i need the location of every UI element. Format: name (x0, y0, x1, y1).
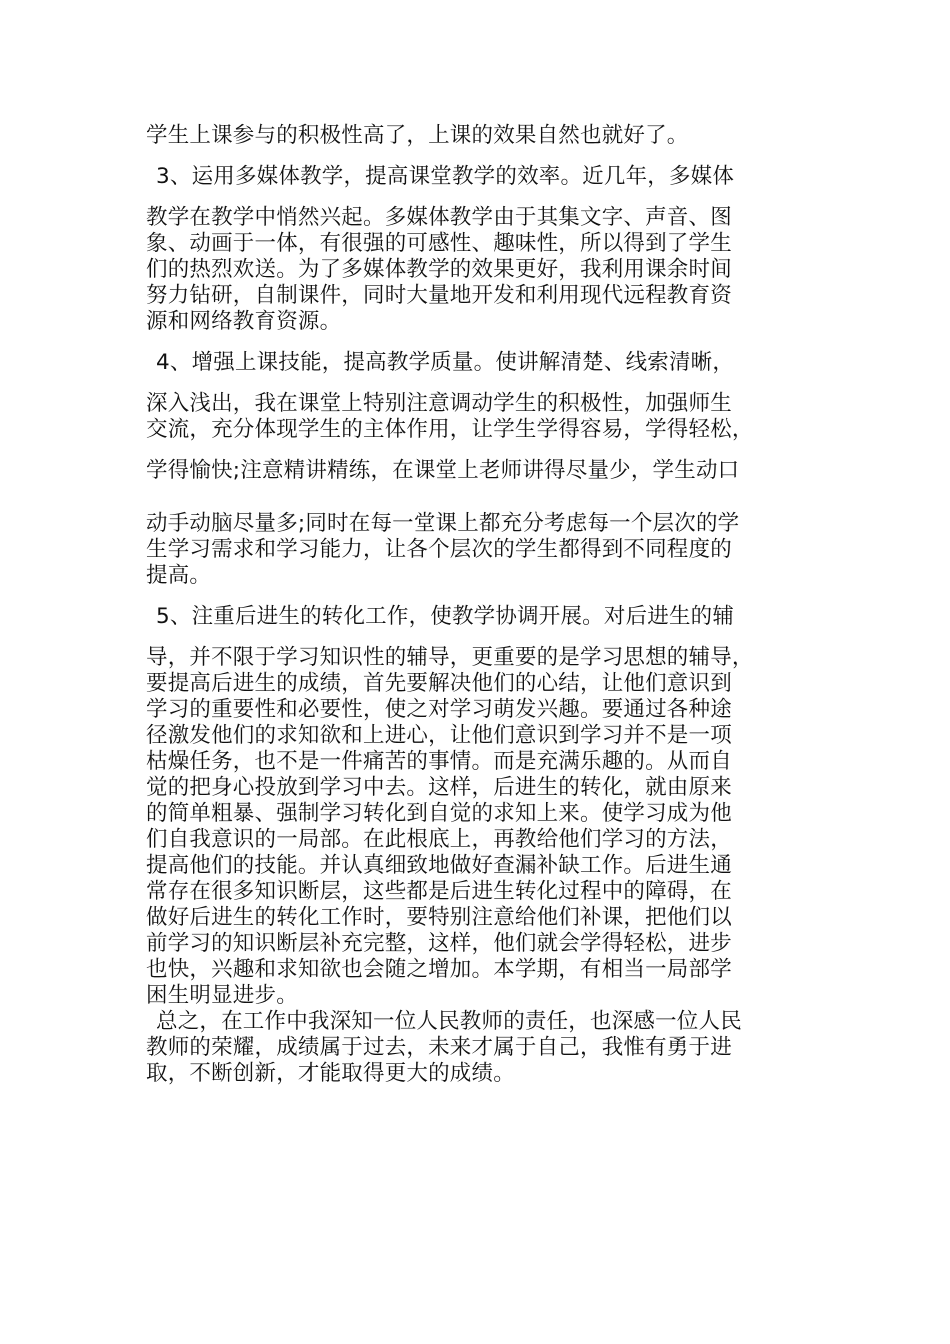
text-line: 觉的把身心投放到学习中去。这样，后进生的转化，就由原来 (146, 775, 732, 800)
text-line: 要提高后进生的成绩，首先要解决他们的心结，让他们意识到 (146, 671, 732, 696)
text-line: 提高。 (146, 563, 212, 588)
text-line: 们的热烈欢送。为了多媒体教学的效果更好，我利用课余时间 (146, 257, 732, 282)
text-line: 教师的荣耀，成绩属于过去，未来才属于自己，我惟有勇于进 (146, 1035, 732, 1060)
text-line: 学得愉快;注意精讲精练，在课堂上老师讲得尽量少，学生动口 (146, 458, 740, 483)
text-line: 取，不断创新，才能取得更大的成绩。 (146, 1061, 515, 1086)
text-line: 做好后进生的转化工作时，要特别注意给他们补课，把他们以 (146, 905, 732, 930)
text-line: 学生上课参与的积极性高了，上课的效果自然也就好了。 (146, 123, 689, 148)
text-line: 5、注重后进生的转化工作，使教学协调开展。对后进生的辅 (156, 604, 735, 629)
text-line: 教学在教学中悄然兴起。多媒体教学由于其集文字、声音、图 (146, 205, 732, 230)
text-line: 径激发他们的求知欲和上进心，让他们意识到学习并不是一项 (146, 723, 732, 748)
text-line: 的简单粗暴、强制学习转化到自觉的求知上来。使学习成为他 (146, 801, 732, 826)
text-line: 4、增强上课技能，提高教学质量。使讲解清楚、线索清晰， (156, 350, 735, 375)
text-line: 3、运用多媒体教学，提高课堂教学的效率。近几年，多媒体 (156, 164, 735, 189)
text-line: 导，并不限于学习知识性的辅导，更重要的是学习思想的辅导， (146, 645, 754, 670)
text-line: 生学习需求和学习能力，让各个层次的学生都得到不同程度的 (146, 537, 732, 562)
text-line: 也快，兴趣和求知欲也会随之增加。本学期，有相当一局部学 (146, 957, 732, 982)
text-line: 交流，充分体现学生的主体作用，让学生学得容易，学得轻松， (146, 417, 754, 442)
text-line: 深入浅出，我在课堂上特别注意调动学生的积极性，加强师生 (146, 391, 732, 416)
text-line: 们自我意识的一局部。在此根底上，再教给他们学习的方法， (146, 827, 732, 852)
text-line: 困生明显进步。 (146, 983, 298, 1008)
text-line: 提高他们的技能。并认真细致地做好查漏补缺工作。后进生通 (146, 853, 732, 878)
text-line: 前学习的知识断层补充完整，这样，他们就会学得轻松，进步 (146, 931, 732, 956)
text-line: 常存在很多知识断层，这些都是后进生转化过程中的障碍，在 (146, 879, 732, 904)
text-line: 动手动脑尽量多;同时在每一堂课上都充分考虑每一个层次的学 (146, 511, 740, 536)
text-line: 象、动画于一体，有很强的可感性、趣味性，所以得到了学生 (146, 231, 732, 256)
text-line: 总之，在工作中我深知一位人民教师的责任，也深感一位人民 (156, 1009, 742, 1034)
text-line: 枯燥任务，也不是一件痛苦的事情。而是充满乐趣的。从而自 (146, 749, 732, 774)
text-line: 源和网络教育资源。 (146, 309, 342, 334)
text-line: 学习的重要性和必要性，使之对学习萌发兴趣。要通过各种途 (146, 697, 732, 722)
text-line: 努力钻研，自制课件，同时大量地开发和利用现代远程教育资 (146, 283, 732, 308)
